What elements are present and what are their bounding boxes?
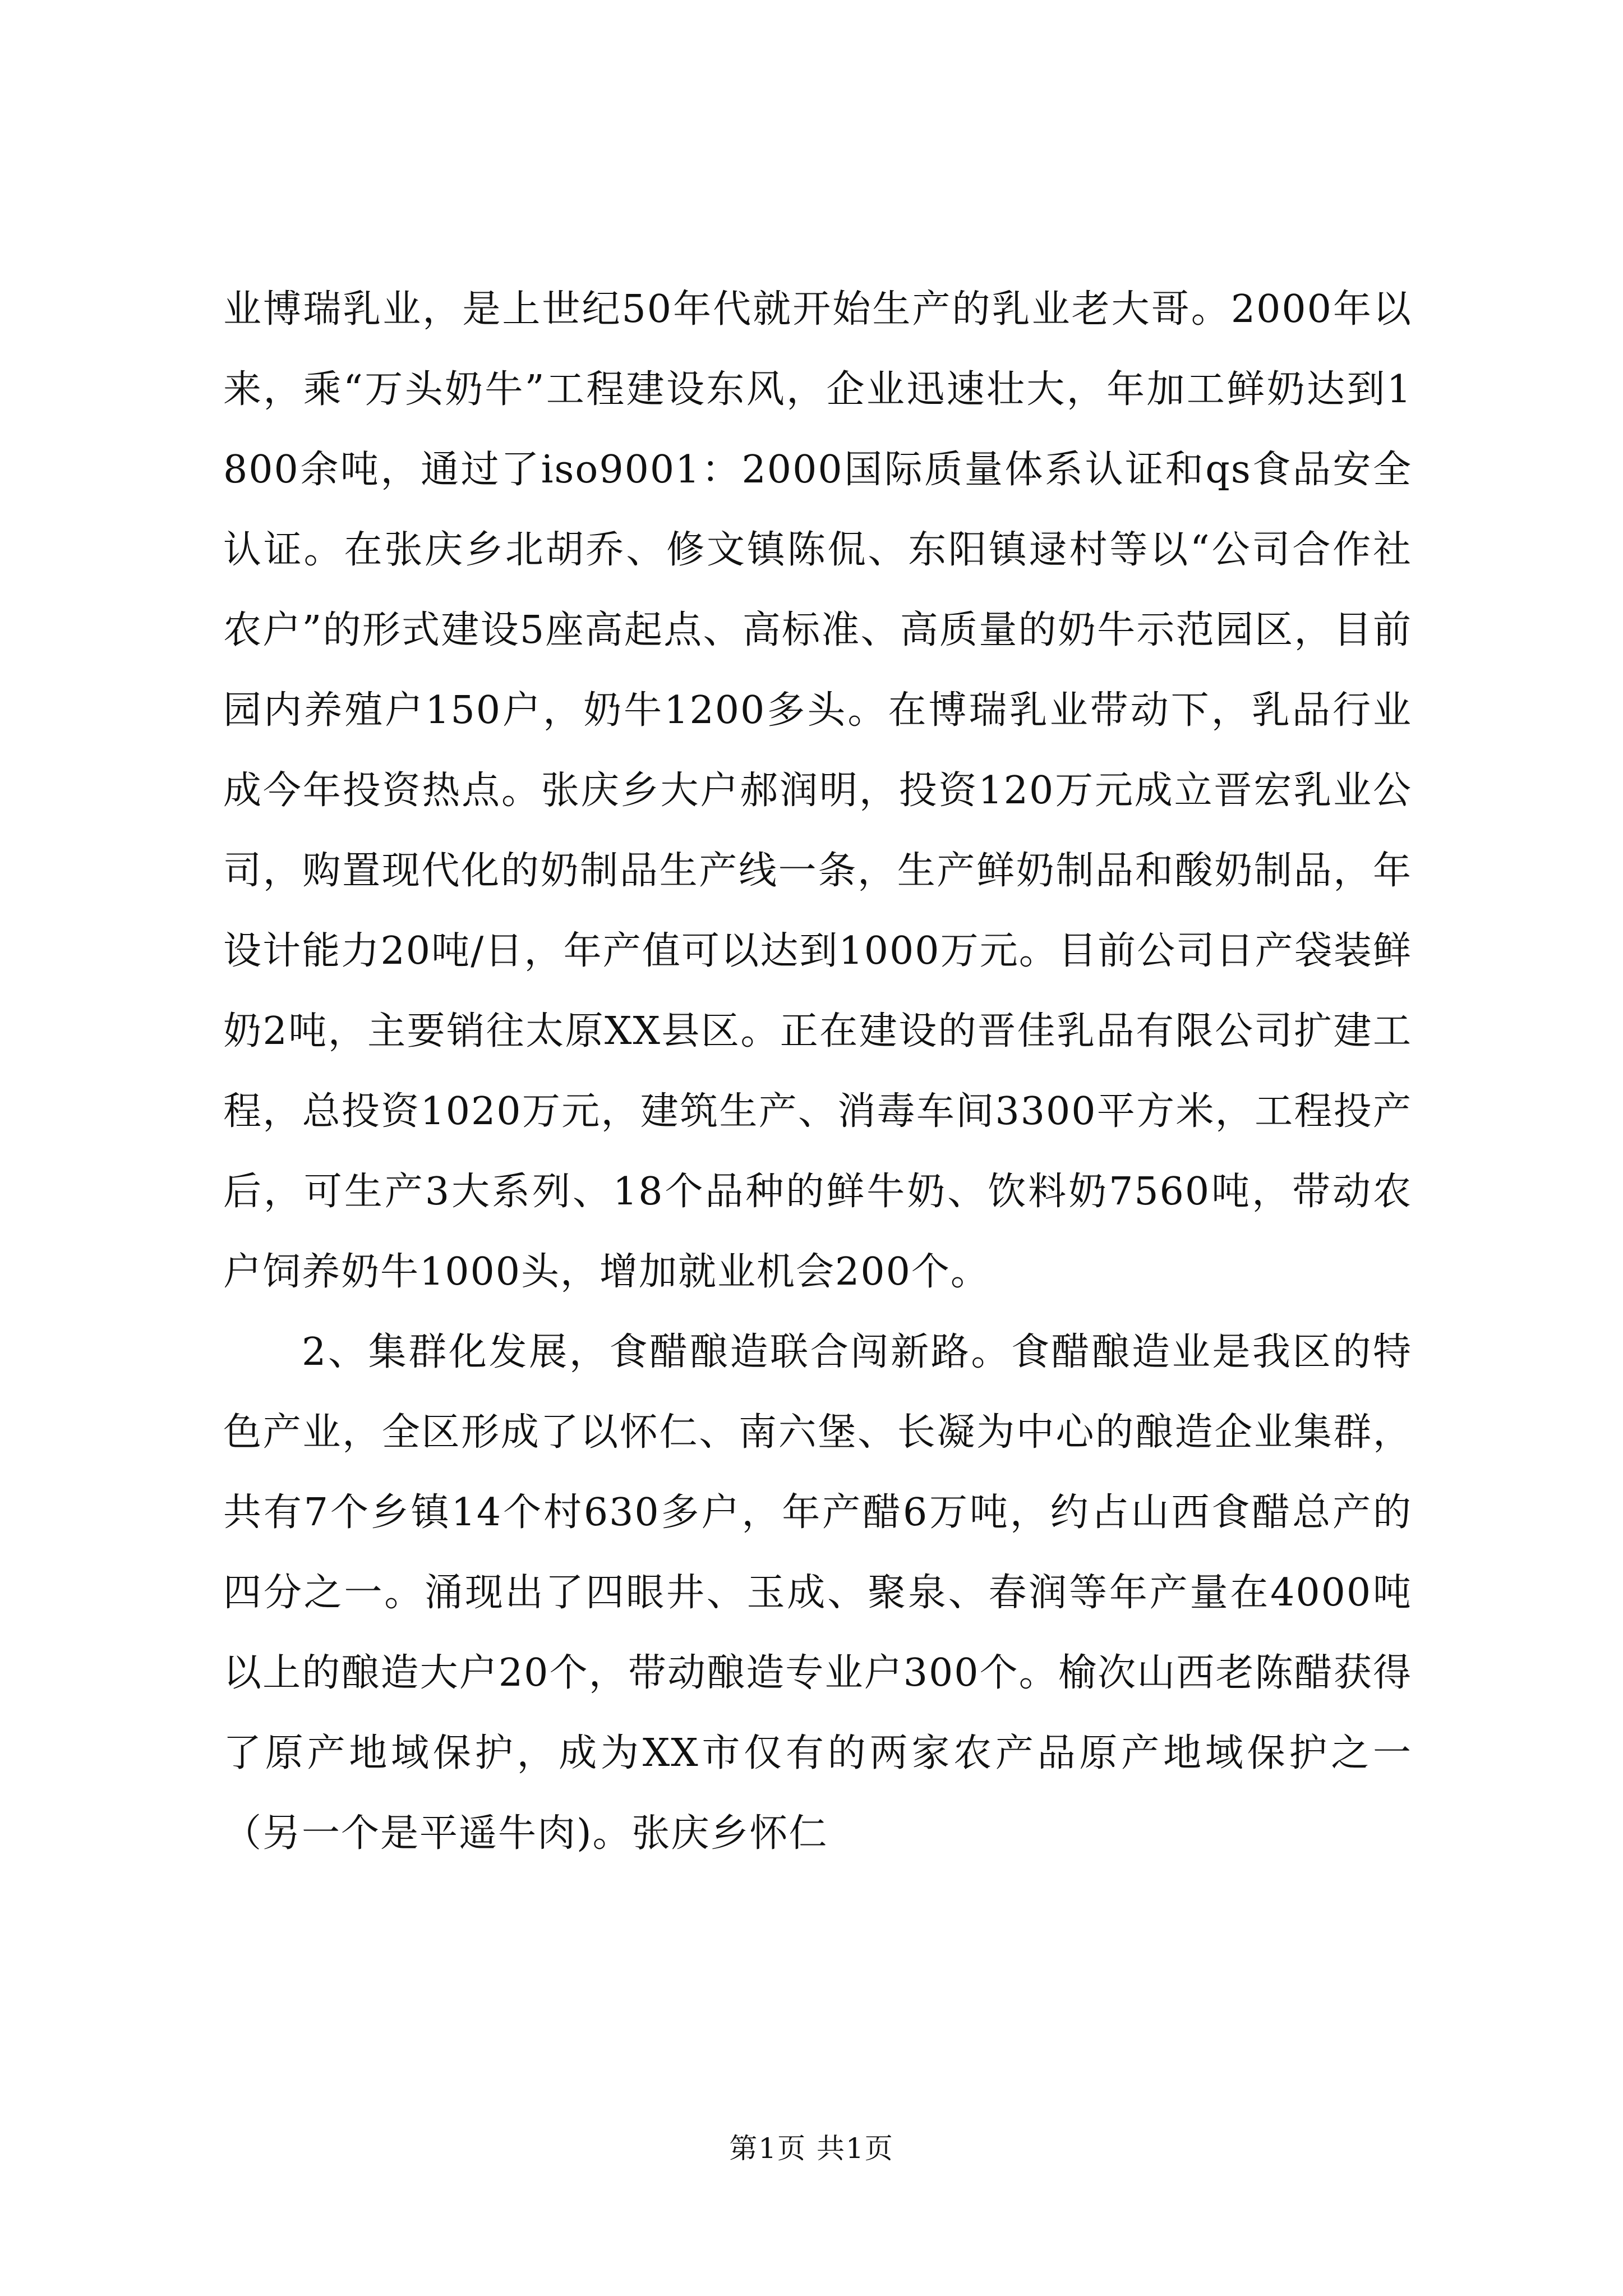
paragraph-vinegar-industry: 2、集群化发展，食醋酿造联合闯新路。食醋酿造业是我区的特色产业，全区形成了以怀仁、南六堡、长凝为中心的酿造企业集群，共有7个乡镇14个村630多户，年产醋6万吨，约占山西食醋总产的四分之一。涌现出了四眼井、玉成、聚泉、春润等年产量在4000吨以上的酿造大户20个，带动酿造专业户300个。榆次山西老陈醋获得了原产地域保护，成为XX市仅有的两家农产品原产地域保护之一（另一个是平遥牛肉)。张庆乡怀仁 [223,1330,1412,1856]
document-body [223,269,1412,1874]
paragraph-dairy-industry: 业博瑞乳业，是上世纪50年代就开始生产的乳业老大哥。2000年以来，乘“万头奶牛”工程建设东风，企业迅速壮大，年加工鲜奶达到1800余吨，通过了iso9001：2000国际质量体系认证和qs食品安全认证。在张庆乡北胡乔、修文镇陈侃、东阳镇逯村等以“公司合作社农户”的形式建设5座高起点、高标准、高质量的奶牛示范园区，目前园内养殖户150户，奶牛1200多头。在博瑞乳业带动下，乳品行业成今年投资热点。张庆乡大户郝润明，投资120万元成立晋宏乳业公司，购置现代化的奶制品生产线一条，生产鲜奶制品和酸奶制品，年设计能力20吨/日，年产值可以达到1000万元。目前公司日产袋装鲜奶2吨，主要销往太原XX县区。正在建设的晋佳乳品有限公司扩建工程，总投资1020万元，建筑生产、消毒车间3300平方米，工程投产后，可生产3大系列、18个品种的鲜牛奶、饮料奶7560吨，带动农户饲养奶牛1000头，增加就业机会200个。 [223,287,1412,1294]
page-footer: 第1页 共1页 [729,2132,894,2165]
